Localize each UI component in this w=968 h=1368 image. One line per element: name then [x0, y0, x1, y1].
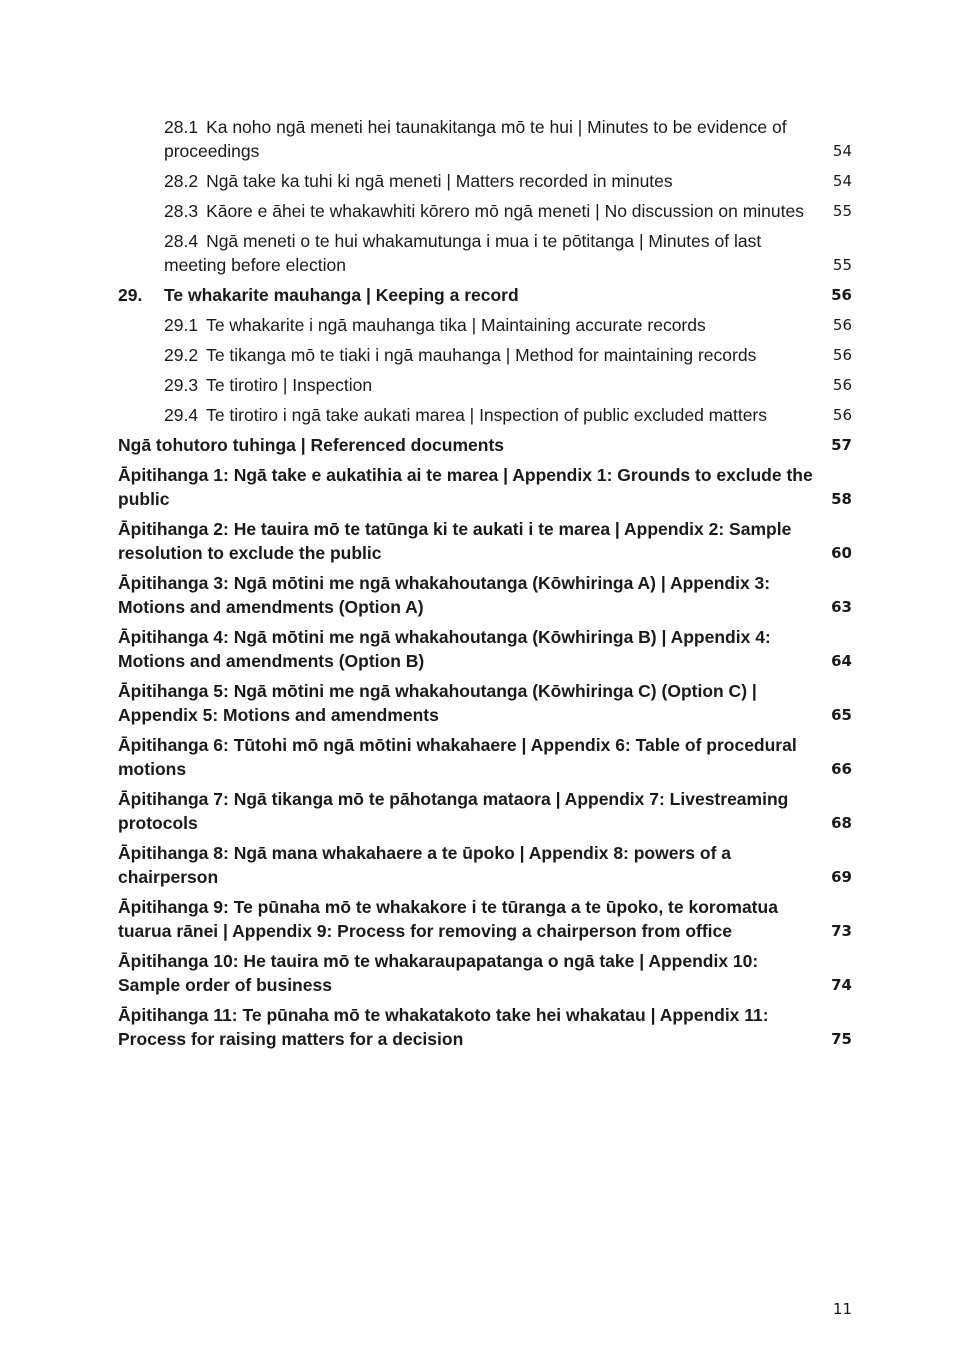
entry-number: 29.1 — [164, 315, 199, 335]
entry-title: Te tirotiro i ngā take aukati marea | Inspection of public excluded matters — [206, 405, 768, 425]
toc-entry-28-3[interactable] — [118, 199, 852, 223]
entry-page: 63 — [831, 598, 852, 616]
entry-page: 54 — [832, 172, 852, 190]
entry-page: 73 — [831, 922, 852, 940]
entry-number: 29.2 — [164, 345, 199, 365]
entry-title: Āpitihanga 4: Ngā mōtini me ngā whakahoutanga (Kōwhiringa B) | Appendix 4: Motions and amendments (Option B) — [118, 627, 771, 671]
entry-title: Āpitihanga 2: He tauira mō te tatūnga ki te aukati i te marea | Appendix 2: Sample resolution to exclude the public — [118, 519, 792, 563]
entry-number: 28.2 — [164, 171, 199, 191]
toc-entry-29-2[interactable] — [118, 343, 852, 367]
entry-page: 56 — [832, 346, 852, 364]
entry-page: 64 — [831, 652, 852, 670]
entry-title: Te whakarite mauhanga | Keeping a record — [164, 285, 519, 305]
toc-entry-appendix-6[interactable] — [118, 733, 852, 781]
entry-page: 75 — [831, 1030, 852, 1048]
entry-page: 66 — [831, 760, 852, 778]
entry-title: Āpitihanga 5: Ngā mōtini me ngā whakahoutanga (Kōwhiringa C) (Option C) | Appendix 5: Motions and amendments — [118, 681, 757, 725]
entry-page: 55 — [832, 256, 852, 274]
toc-entry-appendix-4[interactable] — [118, 625, 852, 673]
toc-entry-appendix-9[interactable] — [118, 895, 852, 943]
entry-title: Āpitihanga 8: Ngā mana whakahaere a te ūpoko | Appendix 8: powers of a chairperson — [118, 843, 731, 887]
entry-title: Āpitihanga 3: Ngā mōtini me ngā whakahoutanga (Kōwhiringa A) | Appendix 3: Motions and amendments (Option A) — [118, 573, 771, 617]
entry-number: 28.3 — [164, 201, 199, 221]
toc-entry-appendix-5[interactable] — [118, 679, 852, 727]
toc-entry-28-2[interactable] — [118, 169, 852, 193]
toc-entry-appendix-8[interactable] — [118, 841, 852, 889]
entry-page: 58 — [831, 490, 852, 508]
entry-page: 56 — [832, 406, 852, 424]
page-number: 11 — [832, 1300, 852, 1318]
entry-title: Āpitihanga 9: Te pūnaha mō te whakakore i te tūranga a te ūpoko, te koromatua tuarua rānei | Appendix 9: Process for removing a chairperson from office — [118, 897, 778, 941]
entry-title: Te tikanga mō te tiaki i ngā mauhanga | Method for maintaining records — [206, 345, 757, 365]
entry-page: 56 — [832, 316, 852, 334]
entry-title: Ngā meneti o te hui whakamutunga i mua i te pōtitanga | Minutes of last meeting before election — [164, 231, 762, 275]
toc-entry-appendix-1[interactable] — [118, 463, 852, 511]
entry-number: 28.1 — [164, 117, 199, 137]
entry-number: 29.3 — [164, 375, 199, 395]
entry-page: 56 — [831, 286, 852, 304]
entry-title: Āpitihanga 6: Tūtohi mō ngā mōtini whakahaere | Appendix 6: Table of procedural motions — [118, 735, 797, 779]
table-of-contents — [118, 115, 852, 1051]
toc-entry-appendix-3[interactable] — [118, 571, 852, 619]
entry-page: 57 — [831, 436, 852, 454]
entry-title: Te tirotiro | Inspection — [206, 375, 373, 395]
entry-number: 28.4 — [164, 231, 199, 251]
toc-entry-28-1[interactable] — [118, 115, 852, 163]
toc-entry-28-4[interactable] — [118, 229, 852, 277]
entry-title: Āpitihanga 11: Te pūnaha mō te whakatakoto take hei whakatau | Appendix 11: Process for raising matters for a decision — [118, 1005, 769, 1049]
entry-number: 29. — [118, 285, 143, 305]
toc-entry-appendix-11[interactable] — [118, 1003, 852, 1051]
toc-entry-referenced-documents[interactable] — [118, 433, 852, 457]
entry-page: 65 — [831, 706, 852, 724]
toc-entry-29-4[interactable] — [118, 403, 852, 427]
toc-entry-29-3[interactable] — [118, 373, 852, 397]
entry-title: Āpitihanga 10: He tauira mō te whakaraupapatanga o ngā take | Appendix 10: Sample order of business — [118, 951, 759, 995]
toc-entry-appendix-2[interactable] — [118, 517, 852, 565]
entry-title: Ka noho ngā meneti hei taunakitanga mō te hui | Minutes to be evidence of proceedings — [164, 117, 787, 161]
entry-number: 29.4 — [164, 405, 199, 425]
entry-page: 55 — [832, 202, 852, 220]
entry-title: Āpitihanga 7: Ngā tikanga mō te pāhotanga mataora | Appendix 7: Livestreaming protocols — [118, 789, 789, 833]
toc-entry-29-1[interactable] — [118, 313, 852, 337]
entry-page: 69 — [831, 868, 852, 886]
toc-entry-29[interactable] — [118, 283, 852, 307]
entry-title: Ngā take ka tuhi ki ngā meneti | Matters recorded in minutes — [206, 171, 673, 191]
entry-title: Ngā tohutoro tuhinga | Referenced documents — [118, 435, 505, 455]
toc-entry-appendix-10[interactable] — [118, 949, 852, 997]
entry-page: 68 — [831, 814, 852, 832]
entry-page: 60 — [831, 544, 852, 562]
entry-title: Kāore e āhei te whakawhiti kōrero mō ngā meneti | No discussion on minutes — [206, 201, 804, 221]
entry-page: 54 — [832, 142, 852, 160]
entry-title: Te whakarite i ngā mauhanga tika | Maintaining accurate records — [206, 315, 706, 335]
entry-title: Āpitihanga 1: Ngā take e aukatihia ai te marea | Appendix 1: Grounds to exclude the public — [118, 465, 813, 509]
toc-entry-appendix-7[interactable] — [118, 787, 852, 835]
entry-page: 56 — [832, 376, 852, 394]
entry-page: 74 — [831, 976, 852, 994]
